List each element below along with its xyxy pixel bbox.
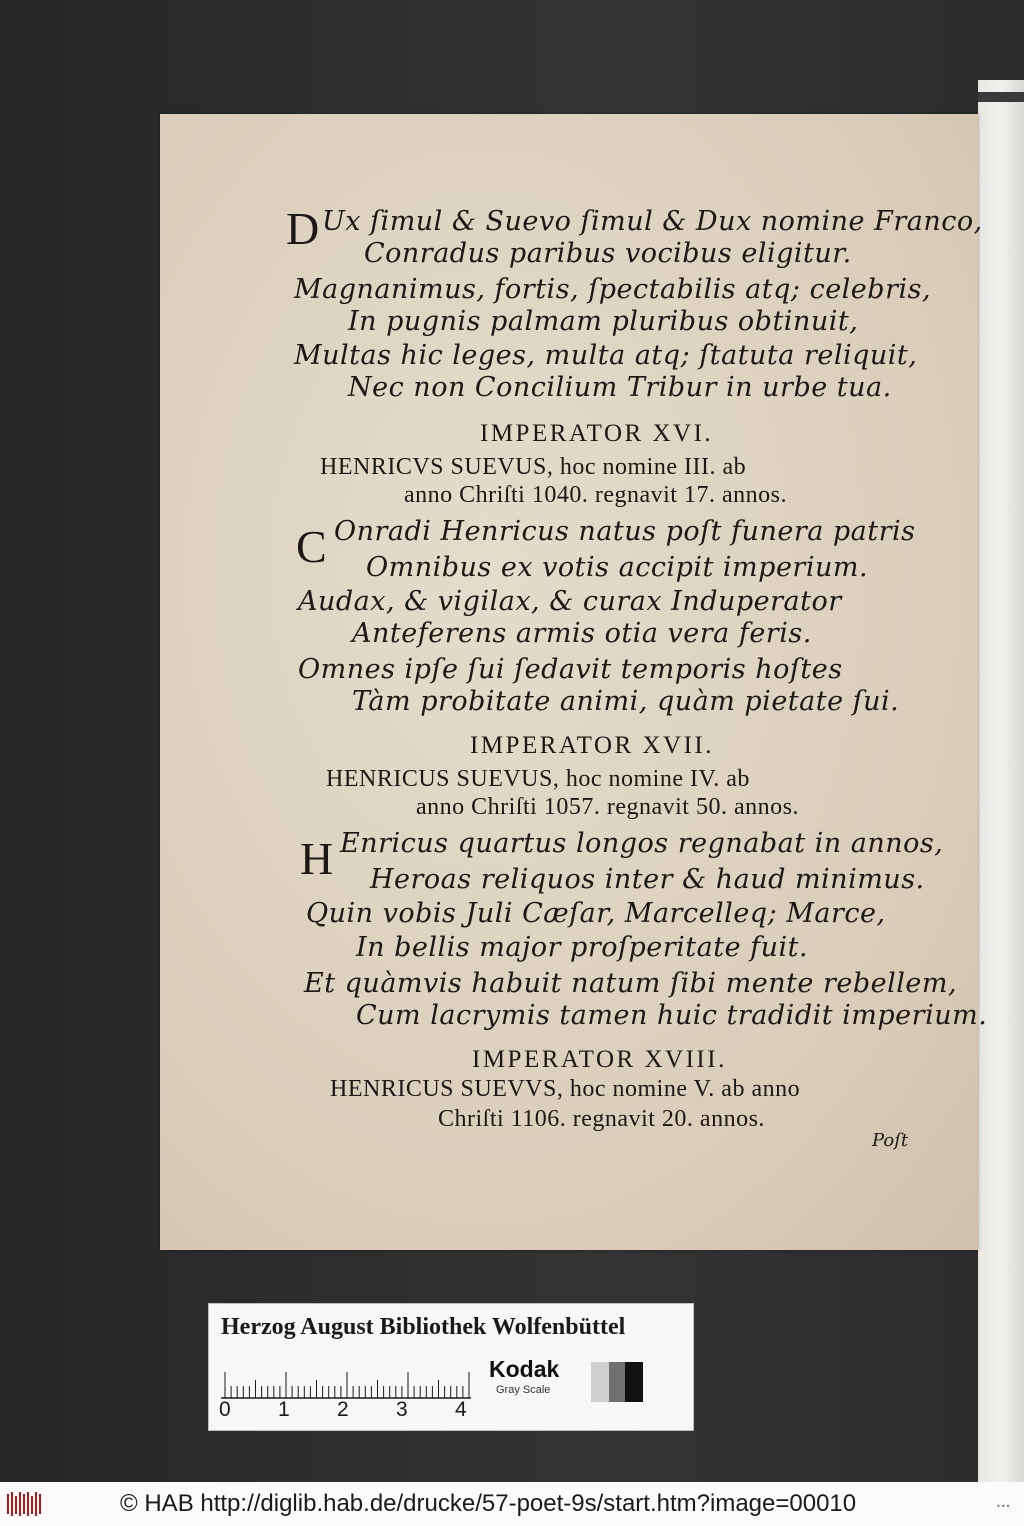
hab-logo-icon: [6, 1490, 46, 1518]
section-heading: IMPERATOR XVI.: [480, 420, 714, 447]
verse-line: In bellis major proſperitate fuit.: [356, 932, 809, 963]
ruler-ticks: [225, 1372, 469, 1398]
verse-line: Conradus paribus vocibus eligitur.: [364, 238, 852, 269]
verse-line: Nec non Concilium Tribur in urbe tua.: [348, 372, 892, 403]
verse-line: Omnibus ex votis accipit imperium.: [366, 552, 869, 583]
verse-line: Et quàmvis habuit natum ſibi mente rebellem,: [304, 968, 958, 999]
gray-patch-light: [591, 1362, 609, 1402]
scale-number: 2: [337, 1398, 349, 1421]
gray-patch-dark: [625, 1362, 643, 1402]
section-heading: IMPERATOR XVII.: [470, 732, 714, 759]
verse-line: Audax, & vigilax, & curax Induperator: [298, 586, 842, 617]
kodak-subtitle: Gray Scale: [496, 1384, 551, 1396]
catchword: Poſt: [872, 1130, 909, 1151]
ruler-scale: [221, 1358, 481, 1404]
section-subheading: HENRICVS SUEVUS, hoc nomine III. ab: [320, 454, 747, 480]
verse-line: Omnes ipſe ſui ſedavit temporis hoſtes: [298, 654, 843, 685]
adjacent-page-edge: [978, 80, 1024, 1482]
verse-line: Magnanimus, fortis, ſpectabilis atq; celebris,: [294, 274, 932, 305]
section-subheading: HENRICUS SUEVVS, hoc nomine V. ab anno: [330, 1076, 801, 1102]
book-page: [160, 114, 988, 1250]
footer-dots: •••: [996, 1502, 1011, 1511]
section-subheading: HENRICUS SUEVUS, hoc nomine IV. ab: [326, 766, 750, 792]
verse-line: Heroas reliquos inter & haud minimus.: [370, 864, 925, 895]
verse-line: Onradi Henricus natus poſt funera patris: [334, 516, 916, 547]
library-color-card: [208, 1303, 694, 1431]
verse-line: Tàm probitate animi, quàm pietate ſui.: [352, 686, 900, 717]
verse-line: Ux ſimul & Suevo ſimul & Dux nomine Franco,: [322, 206, 983, 237]
drop-initial: D: [286, 203, 320, 254]
drop-initial: C: [296, 521, 327, 572]
section-subheading: anno Chriſti 1040. regnavit 17. annos.: [404, 482, 787, 508]
verse-line: Anteferens armis otia vera feris.: [352, 618, 812, 649]
scale-number: 3: [396, 1398, 408, 1421]
copyright-url: © HAB http://diglib.hab.de/drucke/57-poet-9s/start.htm?image=00010: [120, 1490, 857, 1517]
footer-bar: [0, 1482, 1024, 1526]
library-name: Herzog August Bibliothek Wolfenbüttel: [221, 1314, 626, 1340]
strip-notch: [978, 92, 1024, 102]
verse-line: Cum lacrymis tamen huic tradidit imperium.: [356, 1000, 988, 1031]
section-heading: IMPERATOR XVIII.: [472, 1046, 727, 1073]
gray-patch-mid: [609, 1362, 625, 1402]
verse-line: Quin vobis Juli Cæſar, Marcelleq; Marce,: [306, 898, 886, 929]
scale-number: 0: [219, 1398, 231, 1421]
scale-number: 1: [278, 1398, 290, 1421]
verse-line: In pugnis palmam pluribus obtinuit,: [348, 306, 859, 337]
section-subheading: Chriſti 1106. regnavit 20. annos.: [438, 1106, 765, 1132]
kodak-logo: Kodak: [489, 1356, 560, 1382]
scale-number: 4: [455, 1398, 467, 1421]
verse-line: Multas hic leges, multa atq; ſtatuta reliquit,: [294, 340, 918, 371]
section-subheading: anno Chriſti 1057. regnavit 50. annos.: [416, 794, 799, 820]
verse-line: Enricus quartus longos regnabat in annos,: [340, 828, 944, 859]
drop-initial: H: [300, 833, 334, 884]
